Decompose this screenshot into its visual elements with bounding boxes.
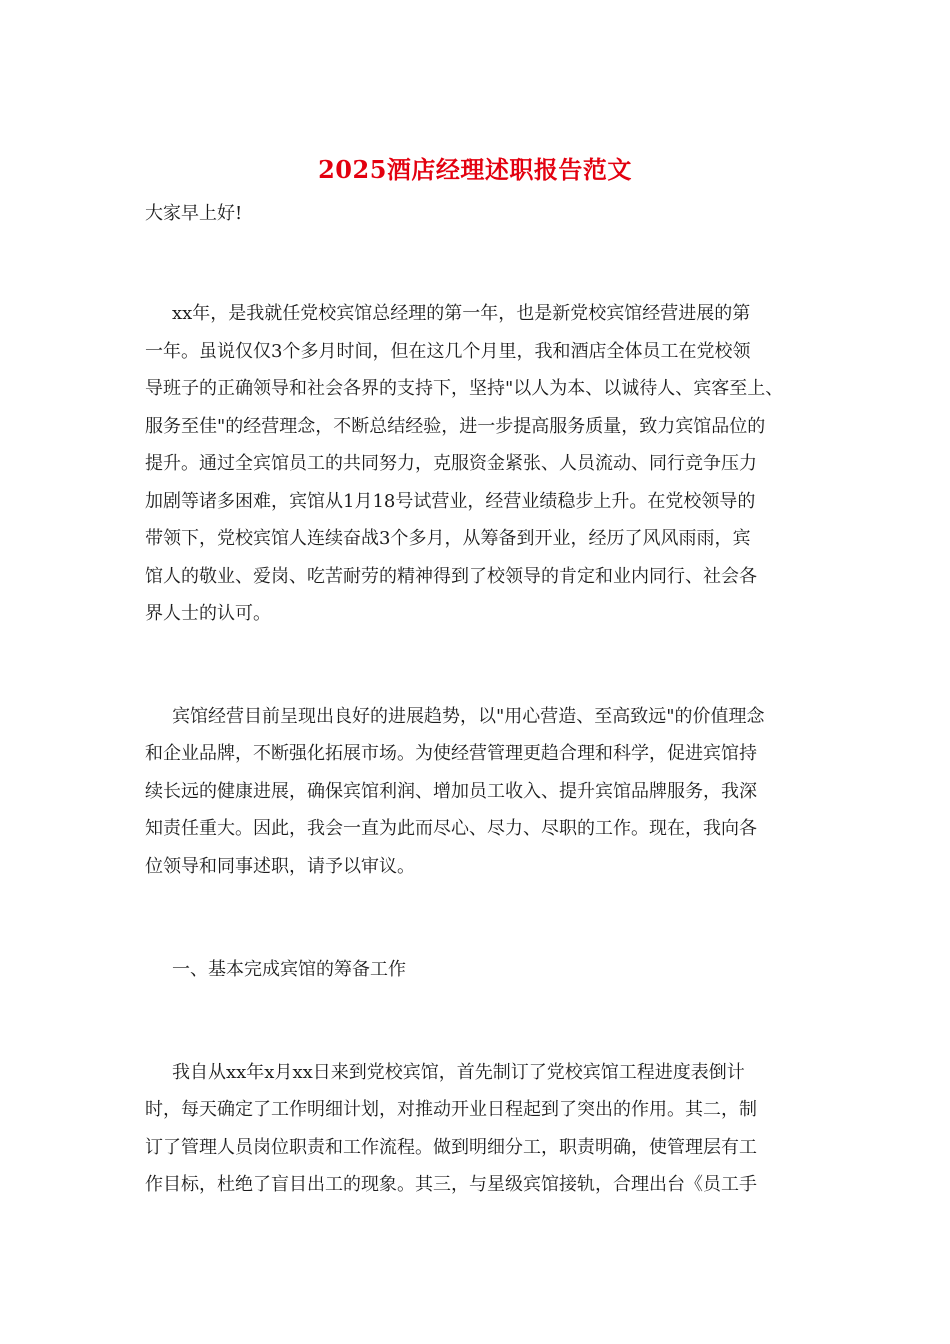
section-heading: 一、基本完成宾馆的筹备工作 — [172, 959, 406, 980]
paragraph-line: 宾馆经营目前呈现出良好的进展趋势，以"用心营造、至高致远"的价值理念 — [172, 706, 765, 727]
paragraph-line: xx年，是我就任党校宾馆总经理的第一年，也是新党校宾馆经营进展的第 — [172, 303, 751, 324]
paragraph-line: 服务至佳"的经营理念，不断总结经验，进一步提高服务质量，致力宾馆品位的 — [145, 416, 766, 437]
paragraph-line: 一年。虽说仅仅3个多月时间，但在这几个月里，我和酒店全体员工在党校领 — [145, 341, 751, 362]
paragraph-line: 加剧等诸多困难，宾馆从1月18号试营业，经营业绩稳步上升。在党校领导的 — [145, 491, 756, 512]
paragraph-line: 和企业品牌，不断强化拓展市场。为使经营管理更趋合理和科学，促进宾馆持 — [145, 743, 757, 764]
paragraph-line: 界人士的认可。 — [145, 603, 271, 624]
paragraph-line: 续长远的健康进展，确保宾馆利润、增加员工收入、提升宾馆品牌服务，我深 — [145, 781, 757, 802]
paragraph-line: 位领导和同事述职，请予以审议。 — [145, 856, 415, 877]
paragraph-line: 订了管理人员岗位职责和工作流程。做到明细分工，职责明确，使管理层有工 — [145, 1137, 757, 1158]
paragraph-line: 作目标，杜绝了盲目出工的现象。其三，与星级宾馆接轨，合理出台《员工手 — [145, 1174, 757, 1195]
paragraph-line: 我自从xx年x月xx日来到党校宾馆，首先制订了党校宾馆工程进度表倒计 — [172, 1062, 745, 1083]
greeting-text: 大家早上好! — [145, 203, 243, 224]
paragraph-line: 知责任重大。因此，我会一直为此而尽心、尽力、尽职的工作。现在，我向各 — [145, 818, 757, 839]
paragraph-line: 时，每天确定了工作明细计划，对推动开业日程起到了突出的作用。其二，制 — [145, 1099, 757, 1120]
paragraph-line: 提升。通过全宾馆员工的共同努力，克服资金紧张、人员流动、同行竞争压力 — [145, 453, 757, 474]
paragraph-line: 带领下，党校宾馆人连续奋战3个多月，从筹备到开业，经历了风风雨雨，宾 — [145, 528, 751, 549]
document-title: 2025酒店经理述职报告范文 — [318, 155, 632, 184]
paragraph-line: 馆人的敬业、爱岗、吃苦耐劳的精神得到了校领导的肯定和业内同行、社会各 — [145, 566, 757, 587]
paragraph-line: 导班子的正确领导和社会各界的支持下，坚持"以人为本、以诚待人、宾客至上、 — [145, 378, 784, 399]
